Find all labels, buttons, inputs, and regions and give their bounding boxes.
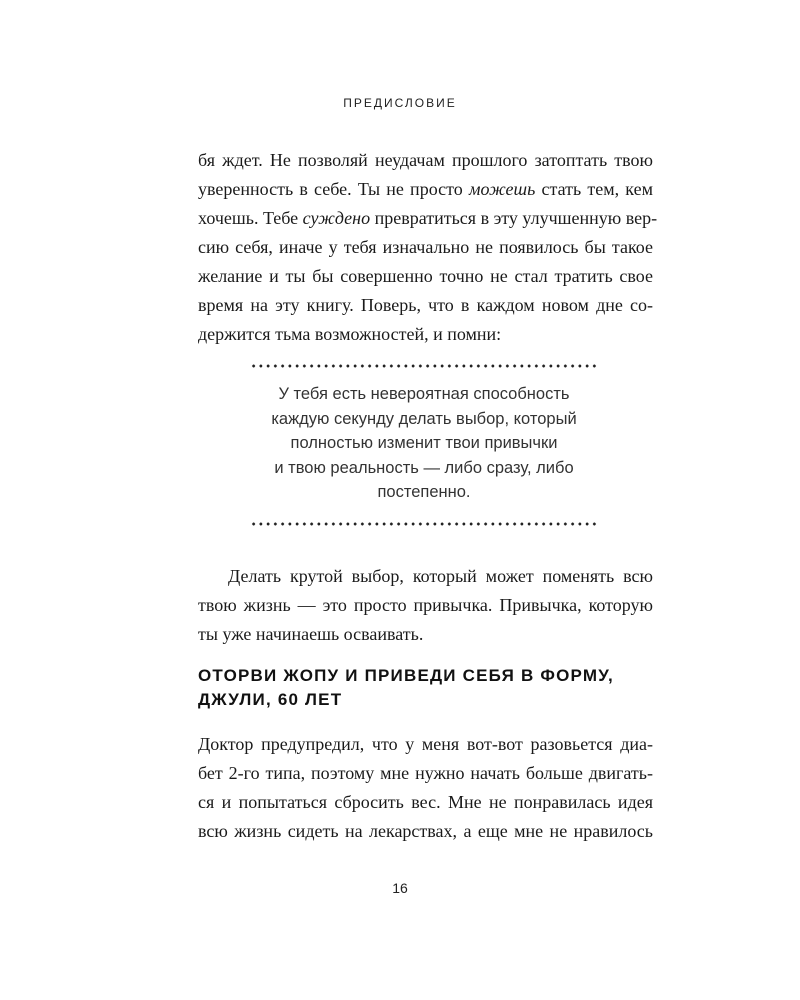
quote-line: каждую секунду делать выбор, который [271,409,577,428]
text-line [198,175,653,204]
text-line: ся и попытаться сбросить вес. Мне не понравилась идея [198,792,653,812]
text-line: твою жизнь — это просто привычка. Привычка, которую [198,595,653,615]
dotted-divider-bottom [250,522,598,526]
text-line: время на эту книгу. Поверь, что в каждом новом дне со- [198,295,653,315]
quote-line: У тебя есть невероятная способность [278,385,570,403]
heading-line: ДЖУЛИ, 60 ЛЕТ [198,690,343,709]
paragraph-intro [198,146,658,349]
paragraph-story [198,730,653,846]
text-line: бет 2-го типа, поэтому мне нужно начать больше двигать- [198,763,653,783]
text-line: всю жизнь сидеть на лекарствах, а еще мне не нравилось [198,821,653,841]
text-line: сию себя, иначе у тебя изначально не появилось бы такое [198,237,653,257]
dotted-divider-top [250,364,598,368]
text-line: Делать крутой выбор, который может поменять всю [228,566,653,586]
page-number: 16 [392,880,408,896]
pull-quote [230,382,618,505]
quote-line: полностью изменит твои привычки [290,434,558,452]
section-heading [198,664,653,712]
text-fragment: уверенность в себе. Ты не просто [198,179,469,199]
text-line: бя ждет. Не позволяй неудачам прошлого затоптать твою [198,150,653,170]
text-fragment: стать тем, кем [535,179,653,199]
emphasis-text: суждено [302,208,371,228]
text-line: держится тьма возможностей, и помни: [198,324,502,344]
quote-line: и твою реальность — либо сразу, либо [274,458,574,477]
text-fragment: превратиться в эту улучшенную вер- [370,208,658,228]
running-head: ПРЕДИСЛОВИЕ [343,96,457,110]
text-line: ты уже начинаешь осваивать. [198,624,424,644]
quote-line: постепенно. [377,483,471,501]
emphasis-text: можешь [468,179,536,199]
text-line [198,204,658,233]
text-line: желание и ты бы совершенно точно не стал тратить свое [198,266,653,286]
text-fragment: хочешь. Тебе [198,208,303,228]
paragraph-choice [198,562,653,649]
heading-line: ОТОРВИ ЖОПУ И ПРИВЕДИ СЕБЯ В ФОРМУ, [198,666,614,685]
text-line: Доктор предупредил, что у меня вот-вот разовьется диа- [198,734,653,754]
